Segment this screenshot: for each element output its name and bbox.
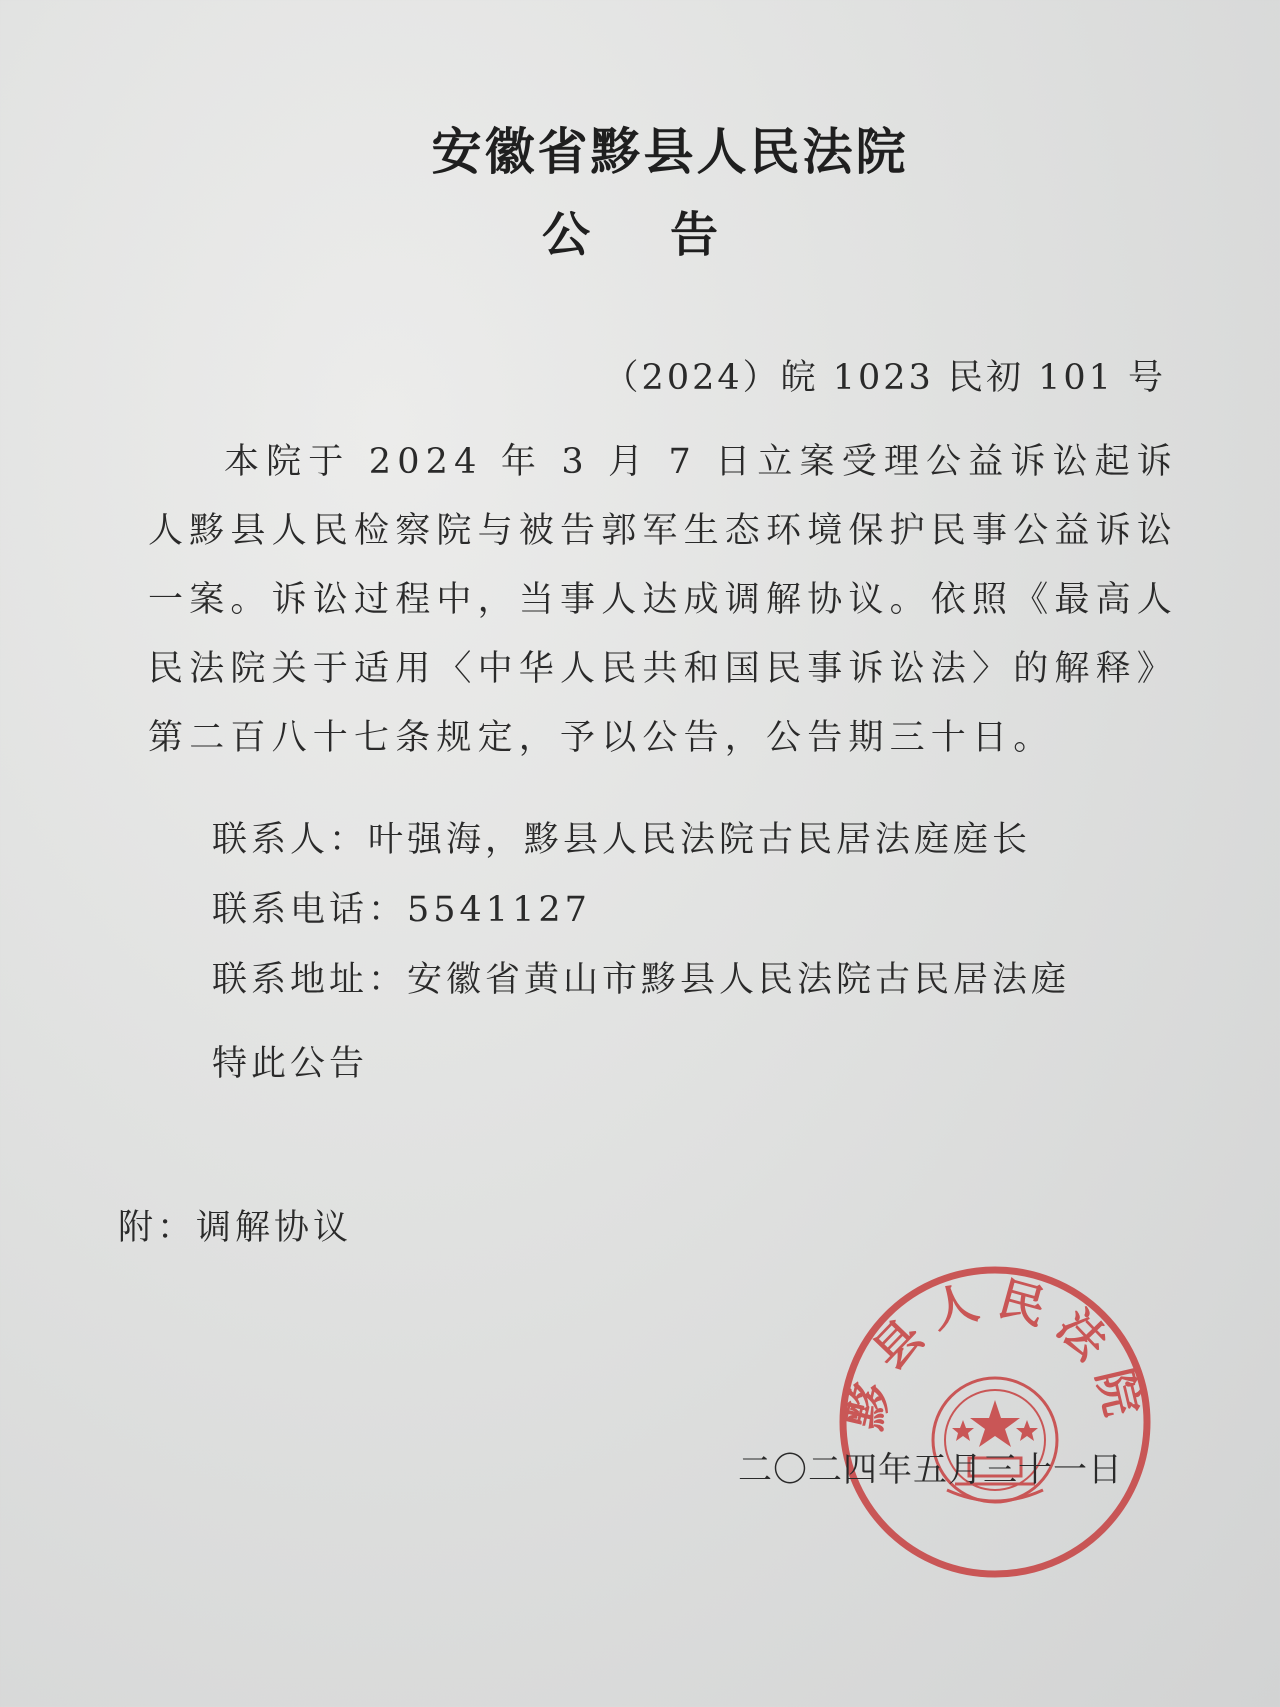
closing-statement: 特此公告	[212, 1044, 369, 1084]
document-type-title: 公告	[541, 207, 798, 263]
case-number: （2024）皖 1023 民初 101 号	[603, 358, 1166, 398]
contact-address: 联系地址：安徽省黄山市黟县人民法院古民居法庭	[212, 960, 1071, 1000]
court-seal-graphic	[835, 1262, 1155, 1582]
contact-phone: 联系电话：5541127	[212, 890, 591, 930]
notice-date: 二〇二四年五月三十一日	[738, 1450, 1123, 1490]
notice-body: 本院于 2024 年 3 月 7 日立案受理公益诉讼起诉人黟县人民检察院与被告郭军生态环境保护民事公益诉讼一案。诉讼过程中，当事人达成调解协议。依照《最高人民法院关于适用〈中华人民共和国民事诉讼法〉的解释》第二百八十七条规定，予以公告，公告期三十日。	[148, 442, 1179, 758]
contact-person: 联系人：叶强海，黟县人民法院古民居法庭庭长	[212, 820, 1032, 860]
seal-lettering: 黟县人民法院	[837, 1270, 1153, 1435]
court-name-title: 安徽省黟县人民法院	[431, 123, 909, 181]
attachment-note: 附：调解协议	[118, 1208, 353, 1248]
court-seal-stamp	[835, 1262, 1155, 1582]
